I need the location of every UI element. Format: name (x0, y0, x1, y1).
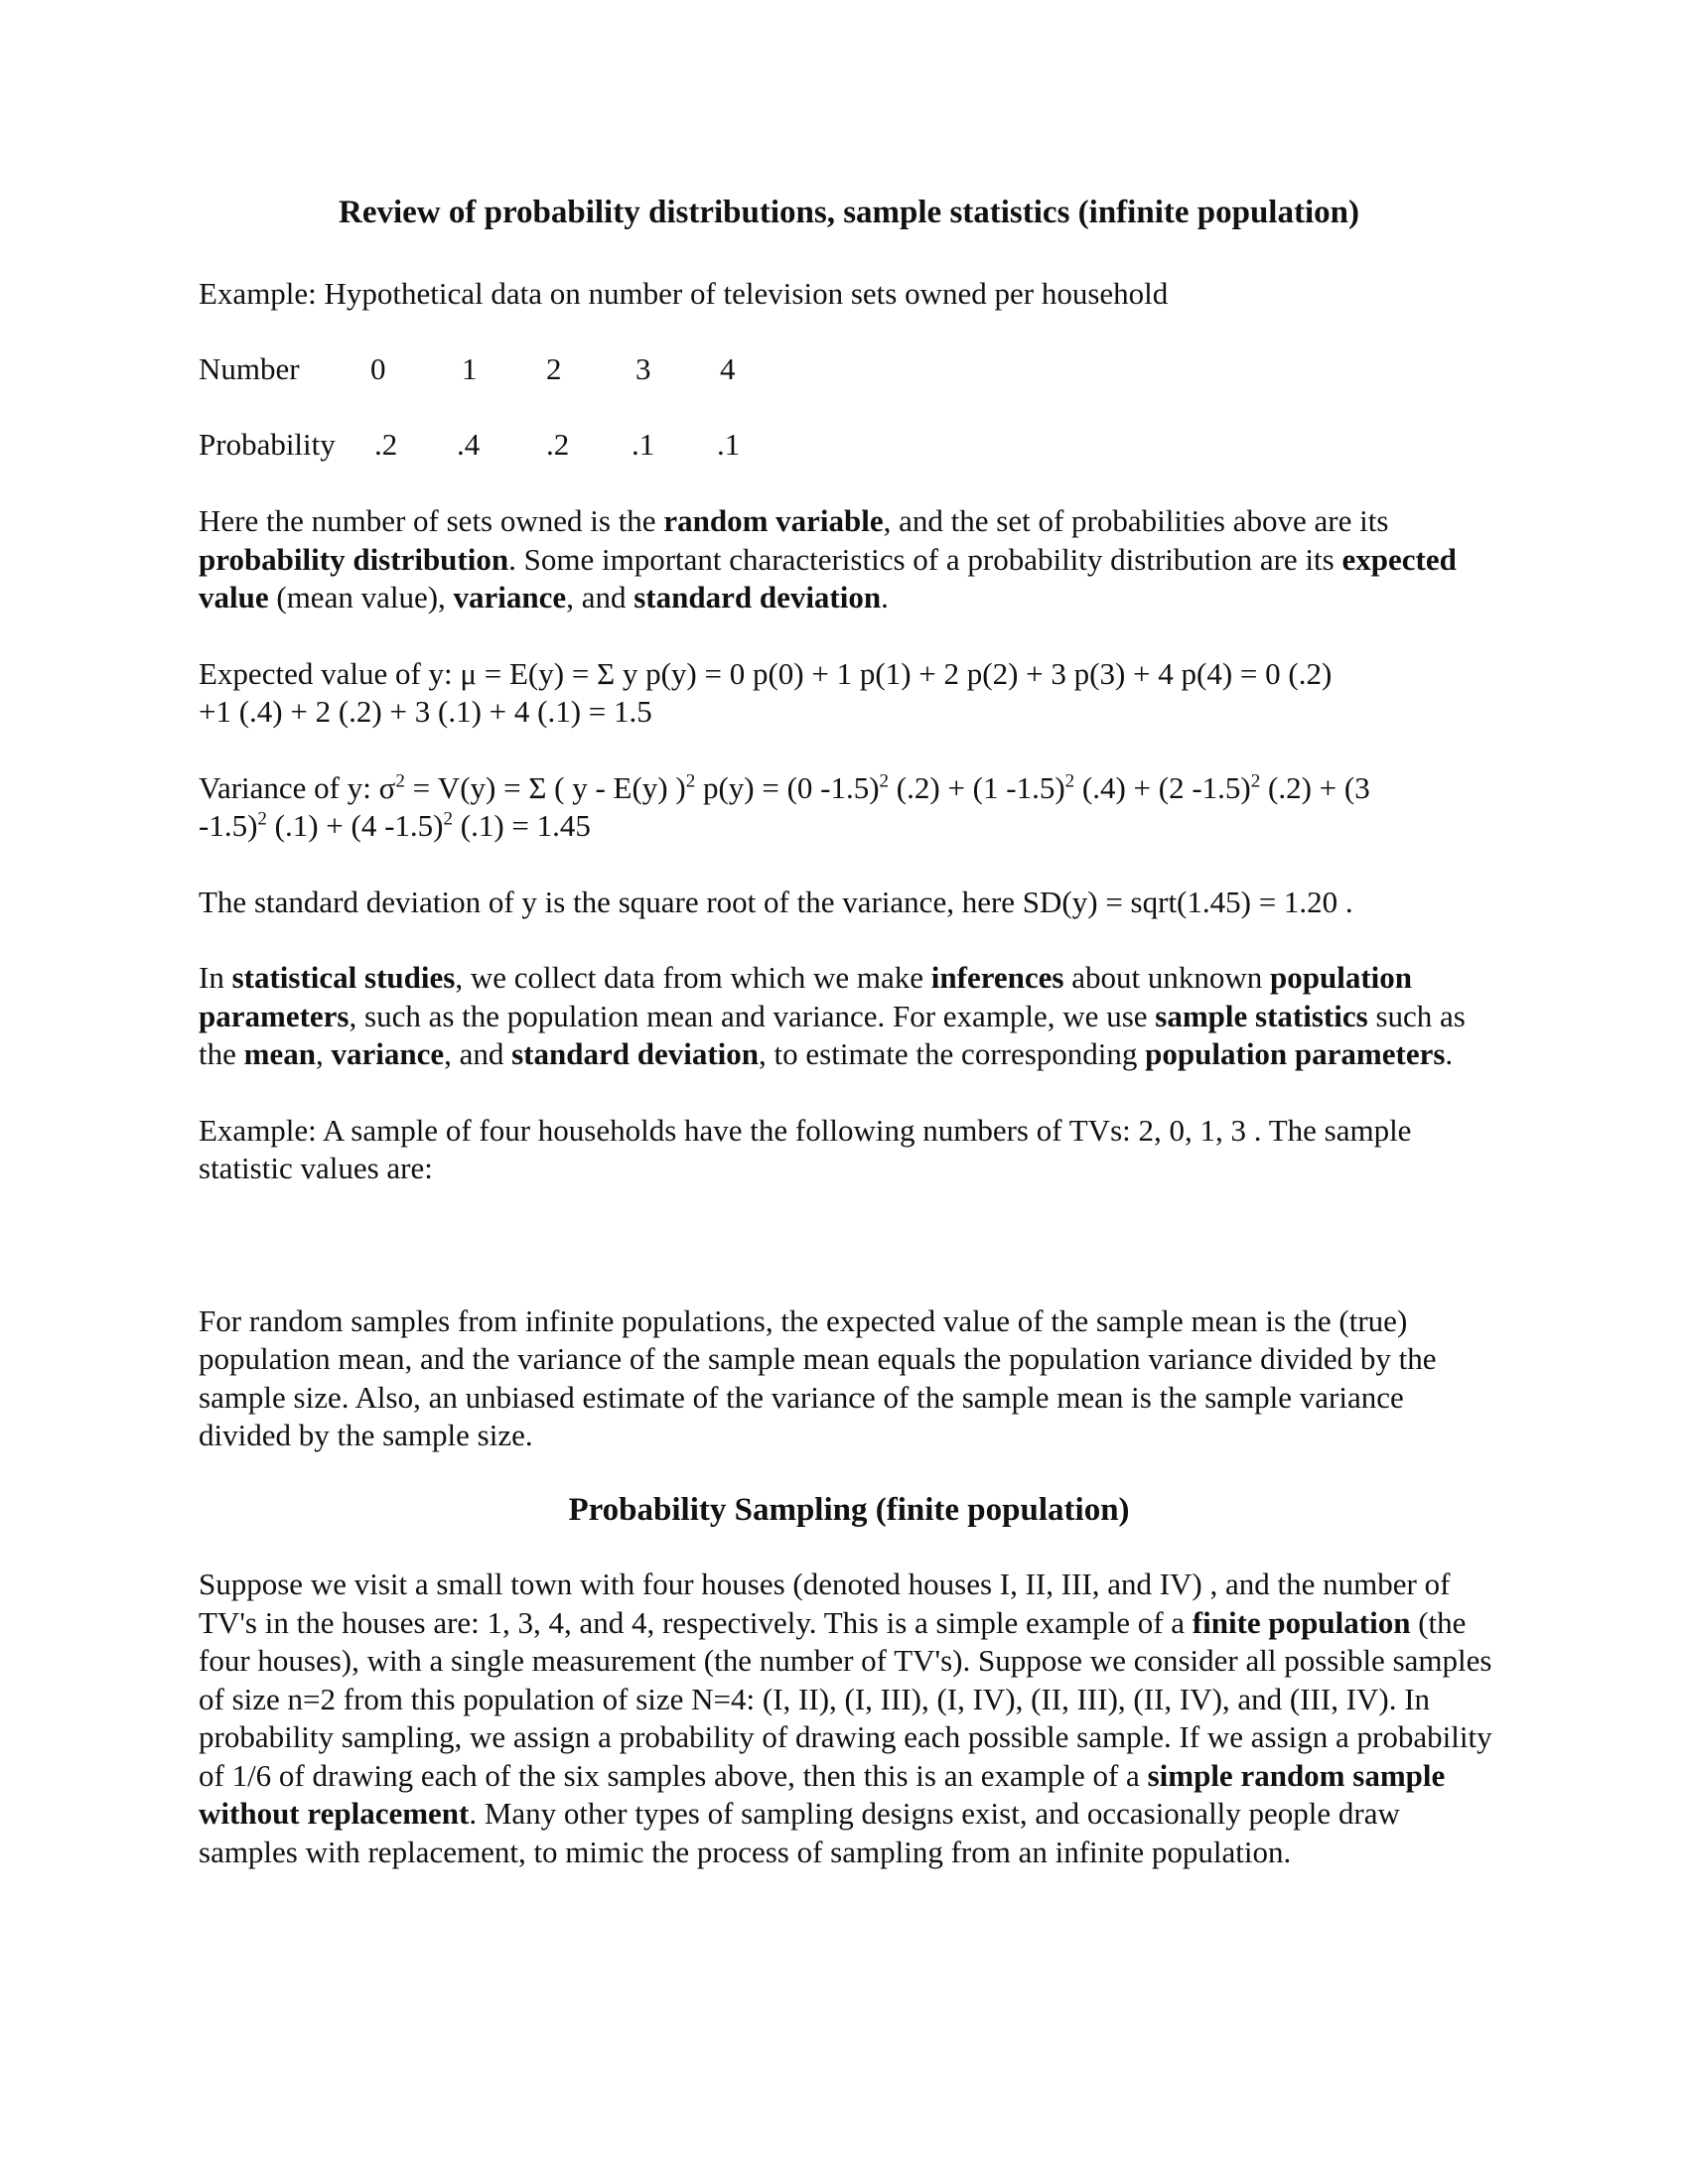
number-value: 2 (546, 351, 562, 387)
probability-label: Probability (199, 427, 336, 463)
probability-value: .1 (717, 427, 741, 463)
example-intro: Example: Hypothetical data on number of television sets owned per household (199, 275, 1169, 311)
probability-value: .2 (546, 427, 570, 463)
infinite-population-paragraph: For random samples from infinite populations, the expected value of the sample mean is the (true) population mean, and the variance of the sample mean equals the population variance divided by the sample size. Also, an unbiased estimate of the variance of the sample mean is the sample variance divided by the sample size. (199, 1302, 1437, 1453)
statistical-studies-paragraph: In statistical studies, we collect data from which we make inferences about unknown population parameters, such as the population mean and variance. For example, we use sample statistics such as the mean, variance, and standard deviation, to estimate the corresponding population parameters. (199, 960, 1466, 1072)
standard-deviation-line: The standard deviation of y is the square root of the variance, here SD(y) = sqrt(1.45) = 1.20 . (199, 884, 1353, 919)
probability-value: .2 (374, 427, 398, 463)
probability-value: .4 (457, 427, 481, 463)
page-title: Review of probability distributions, sample statistics (infinite population) (339, 195, 1359, 230)
probability-row (199, 426, 1499, 464)
finite-population-paragraph: Suppose we visit a small town with four houses (denoted houses I, II, III, and IV) , and the number of TV's in the houses are: 1, 3, 4, and 4, respectively. This is a simple example of a finite population (the four houses), with a single measurement (the number of TV's). Suppose we consider all possible samples of size n=2 from this population of size N=4: (I, II), (I, III), (I, IV), (II, III), (II, IV), and (III, IV). In probability sampling, we assign a probability of drawing each possible sample. If we assign a probability of 1/6 of drawing each of the six samples above, then this is an example of a simple random sample without replacement. Many other types of sampling designs exist, and occasionally people draw samples with replacement, to mimic the process of sampling from an infinite population. (199, 1567, 1492, 1869)
expected-value-formula: Expected value of y: μ = E(y) = Σ y p(y) = 0 p(0) + 1 p(1) + 2 p(2) + 3 p(3) + 4 p(4) = 0 (.2) +1 (.4) + 2 (.2) + 3 (.1) + 4 (.1) = 1.5 (199, 655, 1333, 730)
section-title: Probability Sampling (finite population) (568, 1491, 1130, 1528)
number-value: 4 (720, 351, 736, 387)
number-value: 3 (635, 351, 651, 387)
number-row (199, 350, 1499, 388)
number-value: 1 (462, 351, 478, 387)
variance-formula: Variance of y: $\sigma^2 = V(y) = \Sigma$ ( y - E(y) )$^2$ p(y) = (0 -1.5)$^2$ (.2) + (1 -1.5)$^2$ (.4) + (2 -1.5)$^2$ (.2) + (3 -1.5)$^2$ (.1) + (4 -1.5)$^2$ (.1) = 1.45 (199, 769, 1370, 844)
number-value: 0 (370, 351, 386, 387)
document-page (199, 194, 1499, 1871)
probability-value: .1 (632, 427, 655, 463)
sample-example-paragraph: Example: A sample of four households have the following numbers of TVs: 2, 0, 1, 3 . The sample statistic values are: (199, 1112, 1412, 1186)
number-label: Number (199, 351, 300, 387)
random-variable-paragraph: Here the number of sets owned is the random variable, and the set of probabilities above are its probability distribution. Some important characteristics of a probability distribution are its expected value (mean value), variance, and standard deviation. (199, 503, 1457, 615)
